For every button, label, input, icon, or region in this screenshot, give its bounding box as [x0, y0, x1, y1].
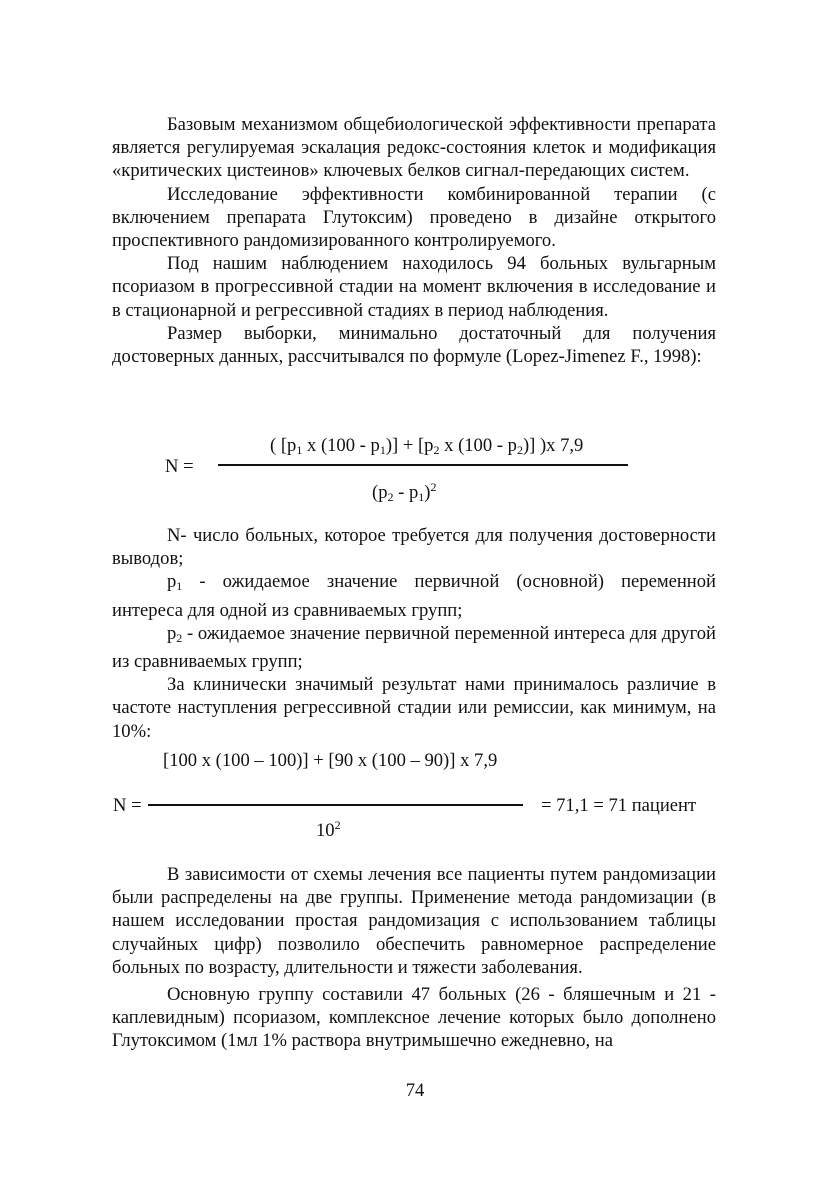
formula2-lhs: N =: [113, 795, 142, 816]
paragraph-patients: Под нашим наблюдением находилось 94 больных вульгарным псориазом в прогрессивной стадии на момент включения в исследование и в стационарной и регрессивной стадиях в период наблюдения.: [112, 253, 716, 321]
definition-p1: $p_1$ - ожидаемое значение первичной (основной) переменной интереса для одной из сравниваемых групп;: [112, 571, 716, 621]
formula1-denominator: $(p_2 - p_1)^2$: [372, 480, 437, 504]
definition-p2: $p_2$ - ожидаемое значение первичной переменной интереса для другой из сравниваемых групп;: [112, 622, 716, 673]
paragraph-significance: За клинически значимый результат нами принималось различие в частоте наступления регрессивной стадии или ремиссии, как минимум, на 10%:: [112, 674, 716, 742]
intro-text: [112, 113, 716, 368]
formula2-numerator: [100 x (100 – 100)] + [90 x (100 – 90)] x 7,9: [163, 750, 498, 771]
page-number: 74: [405, 1080, 425, 1101]
paragraph-sample-size: Размер выборки, минимально достаточный для получения достоверных данных, рассчитывался по формуле (Lopez-Jimenez F., 1998):: [112, 322, 716, 368]
paragraph-main-group: Основную группу составили 47 больных (26 - бляшечным и 21 - каплевидным) псориазом, комплексное лечение которых было дополнено Глутоксимом (1мл 1% раствора внутримышечно ежедневно, на: [112, 984, 716, 1052]
paragraph-study-design: Исследование эффективности комбинированной терапии (с включением препарата Глутоксим) проведено в дизайне открытого проспективного рандомизированного контролируемого.: [112, 183, 716, 252]
formula2-result: = 71,1 = 71 пациент: [541, 795, 697, 816]
definition-n: N- число больных, которое требуется для получения достоверности выводов;: [112, 525, 716, 570]
formula1-fraction-bar: [218, 464, 628, 466]
formula2-fraction-bar: [148, 804, 523, 806]
formula1-numerator: ( [$p_1$ x $(100 - p_1)] + [p_2$ x $(100 - p_2)$] )x 7,9: [270, 435, 584, 457]
formula2-denominator: $10^2$: [316, 818, 341, 841]
randomization-text: [112, 863, 716, 1053]
definitions-text: [112, 524, 716, 743]
formula1-lhs: N =: [165, 456, 194, 477]
paragraph-randomization: В зависимости от схемы лечения все пациенты путем рандомизации были распределены на две группы. Применение метода рандомизации (в нашем исследовании простая рандомизация с использованием таблицы случайных цифр) позволило обеспечить равномерное распределение больных по возрасту, длительности и тяжести заболевания.: [112, 864, 716, 978]
paragraph-mechanism: Базовым механизмом общебиологической эффективности препарата является регулируемая эскалация редокс-состояния клеток и модификация «критических цистеинов» ключевых белков сигнал-передающих систем.: [112, 114, 716, 182]
